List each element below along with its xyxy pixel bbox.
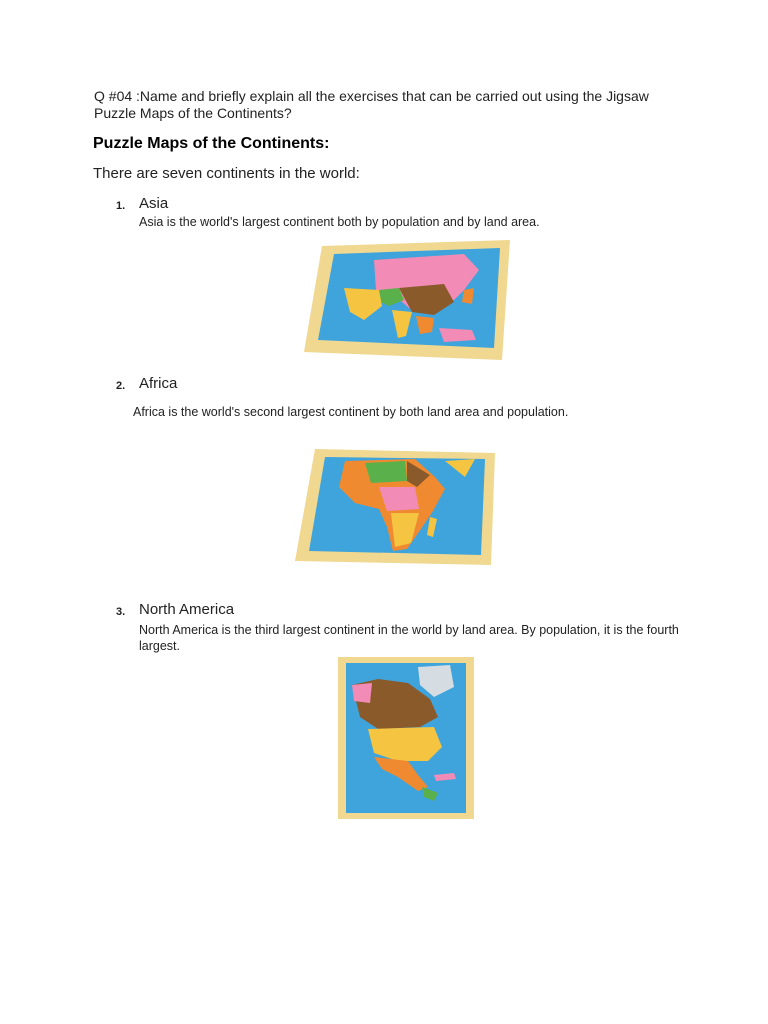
sahara-piece — [365, 461, 407, 483]
intro-text: There are seven continents in the world: — [93, 165, 360, 182]
africa-puzzle-map-image — [295, 447, 495, 567]
item-desc-africa: Africa is the world's second largest continent by both land area and population. — [133, 405, 569, 419]
item-desc-north-america: North America is the third largest continent in the world by land area. By population, it is the fourth largest. — [139, 623, 679, 653]
item-title-africa: Africa — [139, 375, 178, 392]
list-number-1: 1. — [116, 200, 126, 212]
question-text: Q #04 :Name and briefly explain all the exercises that can be carried out using the Jigsaw Puzzle Maps of the Continents? — [94, 88, 649, 121]
list-number-3: 3. — [116, 606, 126, 618]
item-desc-asia: Asia is the world's largest continent both by population and by land area. — [139, 215, 540, 229]
section-heading: Puzzle Maps of the Continents: — [93, 135, 330, 152]
alaska-piece — [352, 683, 372, 703]
indonesia-piece — [439, 328, 476, 342]
item-title-asia: Asia — [139, 195, 169, 212]
item-title-north-america: North America — [139, 601, 235, 618]
list-number-2: 2. — [116, 380, 126, 392]
asia-puzzle-map-image — [304, 240, 510, 360]
north-america-puzzle-map-image — [338, 657, 474, 819]
